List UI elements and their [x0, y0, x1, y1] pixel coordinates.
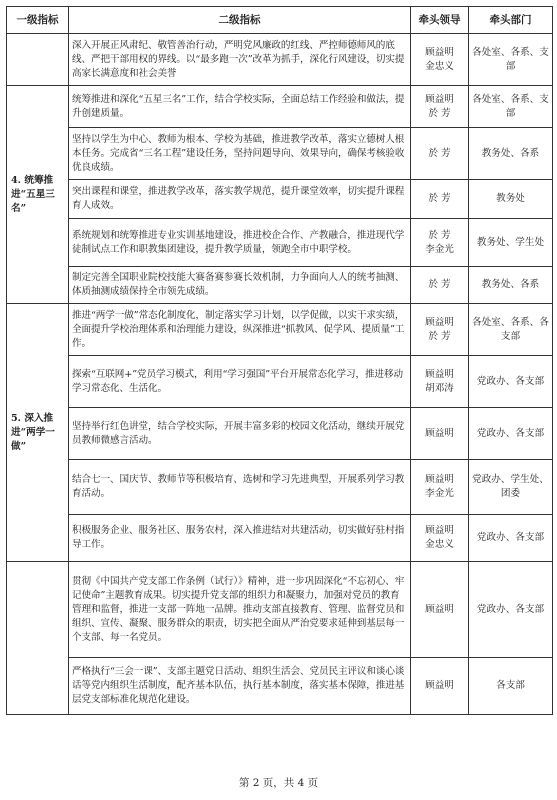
lead-leader: 顾益明 [411, 562, 469, 658]
indicator-table [6, 6, 553, 715]
lead-department: 党政办、各支部 [469, 356, 553, 408]
lead-leader: 顾益明 李金光 [411, 460, 469, 515]
level2-description: 探索“互联网+”党员学习模式，利用“学习强国”平台开展常态化学习，推进移动学习常态化、生活化。 [69, 356, 411, 408]
level2-description: 深入开展正风肃纪、敬管善治行动，严明党风廉政的红线、严控师德师风的底线、严把干部用权的界线。以“最多跑一次”改革为抓手，深化行风建设，切实提高家长满意度和社会美誉 [69, 34, 411, 86]
level2-description: 积极服务企业、服务社区、服务农村，深入推进结对共建活动，切实做好驻村指导工作。 [69, 515, 411, 562]
table-body [7, 34, 553, 715]
lead-leader: 於 芳 [411, 180, 469, 219]
table-row [7, 408, 553, 460]
level2-description: 坚持举行红色讲堂，结合学校实际，开展丰富多彩的校园文化活动，继续开展党员教师微感言活动。 [69, 408, 411, 460]
table-row [7, 658, 553, 715]
header-lead: 牵头领导 [411, 7, 469, 34]
table-row [7, 304, 553, 356]
table-row [7, 562, 553, 658]
lead-department: 各支部 [469, 658, 553, 715]
lead-department: 教务处、学生处 [469, 219, 553, 267]
lead-leader: 於 芳 [411, 267, 469, 304]
table-row [7, 515, 553, 562]
level1-indicator [7, 562, 69, 715]
level2-description: 坚持以学生为中心、教师为根本、学校为基础，推进教学改革，落实立德树人根本任务。完成省“三名工程”建设任务，坚持问题导向、效果导向，确保考核验收优良成绩。 [69, 128, 411, 180]
lead-leader: 顾益明 金忠义 [411, 515, 469, 562]
lead-department: 党政办、学生处、团委 [469, 460, 553, 515]
lead-department: 教务处 [469, 180, 553, 219]
level1-indicator: 4. 统筹推进“五星三名” [7, 86, 69, 304]
table-row [7, 128, 553, 180]
lead-leader: 於 芳 [411, 128, 469, 180]
lead-department: 党政办、各支部 [469, 408, 553, 460]
level2-description: 统筹推进和深化“五星三名”工作，结合学校实际，全面总结工作经验和做法，提升创建质量。 [69, 86, 411, 128]
lead-department: 党政办、各支部 [469, 515, 553, 562]
lead-department: 各处室、各系、支部 [469, 34, 553, 86]
lead-leader: 顾益明 [411, 408, 469, 460]
level1-indicator [7, 34, 69, 86]
header-dept: 牵头部门 [469, 7, 553, 34]
page-footer: 第 2 页，共 4 页 [238, 777, 319, 789]
lead-department: 各处室、各系、各支部 [469, 304, 553, 356]
level2-description: 结合七一、国庆节、教师节等积极培育、选树和学习先进典型，开展系列学习教育活动。 [69, 460, 411, 515]
table-row [7, 267, 553, 304]
level2-description: 严格执行“三会一课”、支部主题党日活动、组织生活会、党员民主评议和谈心谈话等党内组织生活制度，配齐基本队伍，执行基本制度，落实基本保障，推进基层党支部标准化规范化建设。 [69, 658, 411, 715]
table-row [7, 460, 553, 515]
lead-department: 教务处、各系 [469, 267, 553, 304]
lead-department: 党政办、各支部 [469, 562, 553, 658]
header-level2: 二级指标 [69, 7, 411, 34]
table-row [7, 34, 553, 86]
level2-description: 贯彻《中国共产党支部工作条例（试行）》精神，进一步巩固深化“不忘初心、牢记使命”主题教育成果。切实提升党支部的组织力和凝聚力，加强对党员的教育管理和监督，推进一支部一阵地一品牌。推动支部直接教育、管理、监督党员和组织、宣传、凝聚、服务群众的职责，切实把全面从严治党要求延伸到基层每一个支部、每一名党员。 [69, 562, 411, 658]
level2-description: 制定完善全国职业院校技能大赛备赛参赛长效机制，力争面向人人的统考抽测、体质抽测成绩保持全市领先成绩。 [69, 267, 411, 304]
table-row [7, 219, 553, 267]
lead-leader: 顾益明 於 芳 [411, 86, 469, 128]
lead-leader: 顾益明 [411, 658, 469, 715]
level1-indicator: 5. 深入推进“两学一做” [7, 304, 69, 562]
level2-description: 突出课程和课堂，推进教学改革，落实教学规范，提升课堂效率，切实提升课程育人成效。 [69, 180, 411, 219]
lead-leader: 於 芳 李金光 [411, 219, 469, 267]
table-header-row [7, 7, 553, 34]
table-row [7, 86, 553, 128]
lead-leader: 顾益明 於 芳 [411, 304, 469, 356]
lead-department: 各处室、各系、支部 [469, 86, 553, 128]
table-row [7, 180, 553, 219]
lead-department: 教务处、各系 [469, 128, 553, 180]
table-row [7, 356, 553, 408]
level2-description: 系统规划和统筹推进专业实训基地建设，推进校企合作、产教融合，推进现代学徒制试点工作和职教集团建设，提升教学质量，领跑全市中职学校。 [69, 219, 411, 267]
lead-leader: 顾益明 金忠义 [411, 34, 469, 86]
header-level1: 一级指标 [7, 7, 69, 34]
lead-leader: 顾益明 胡邓涛 [411, 356, 469, 408]
level2-description: 推进“两学一做”常态化制度化，制定落实学习计划，以学促做，以实干求实绩，全面提升学校治理体系和治理能力建设，纵深推进“抓教风、促学风、提质量”工作。 [69, 304, 411, 356]
